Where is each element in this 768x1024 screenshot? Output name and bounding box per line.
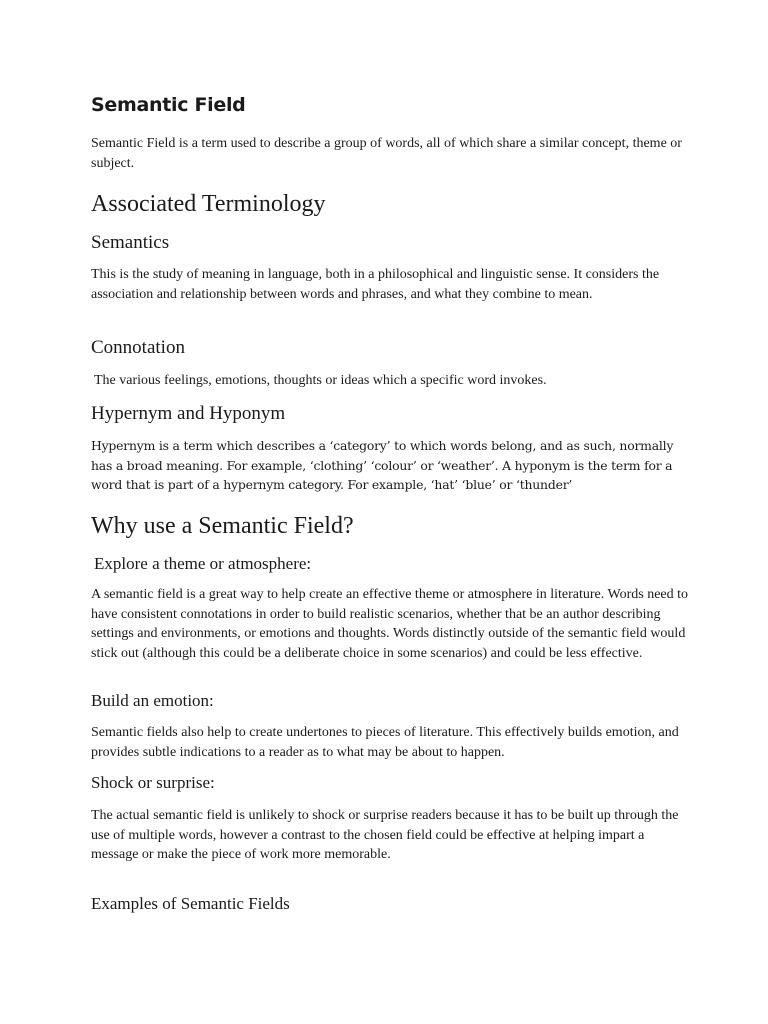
connotation-heading: Connotation	[91, 337, 185, 358]
build-emotion-heading: Build an emotion:	[91, 691, 214, 710]
build-emotion-paragraph: Semantic fields also help to create undertones to pieces of literature. This effectively builds emotion, and provides subtle indications to a reader as to what may be about to happen.	[91, 725, 679, 760]
hypernym-paragraph: Hypernym is a term which describes a ‘category’ to which words belong, and as such, normally has a broad meaning. For example, ‘clothing’ ‘colour’ or ‘weather’. A hyponym is the term for a word that is part of a hypernym category. For example, ‘hat’ ‘blue’ or ‘thunder’	[91, 438, 674, 492]
shock-surprise-paragraph: The actual semantic field is unlikely to shock or surprise readers because it has to be built up through the use of multiple words, however a contrast to the chosen field could be effective at helping impart a message or make the piece of work more memorable.	[91, 808, 679, 862]
explore-theme-heading: Explore a theme or atmosphere:	[94, 554, 312, 573]
associated-terminology-heading: Associated Terminology	[91, 191, 326, 217]
explore-theme-paragraph: A semantic field is a great way to help create an effective theme or atmosphere in literature. Words need to have consistent connotations in order to build realistic scenarios, whether that be an author describing settings and environments, or emotions and thoughts. Words distinctly outside of the semantic field would stick out (although this could be a deliberate choice in some scenarios) and could be less effective.	[91, 587, 689, 661]
semantics-heading: Semantics	[91, 232, 170, 253]
intro-paragraph: Semantic Field is a term used to describe a group of words, all of which share a similar concept, theme or subject.	[91, 136, 682, 171]
document-title: Semantic Field	[91, 94, 246, 116]
connotation-paragraph: The various feelings, emotions, thoughts or ideas which a specific word invokes.	[94, 373, 547, 388]
hypernym-heading: Hypernym and Hyponym	[91, 403, 286, 424]
examples-heading: Examples of Semantic Fields	[91, 894, 290, 913]
semantics-paragraph: This is the study of meaning in language, both in a philosophical and linguistic sense. It considers the association and relationship between words and phrases, and what they combine to mean.	[91, 267, 660, 302]
shock-surprise-heading: Shock or surprise:	[91, 773, 215, 792]
why-use-heading: Why use a Semantic Field?	[91, 513, 354, 539]
